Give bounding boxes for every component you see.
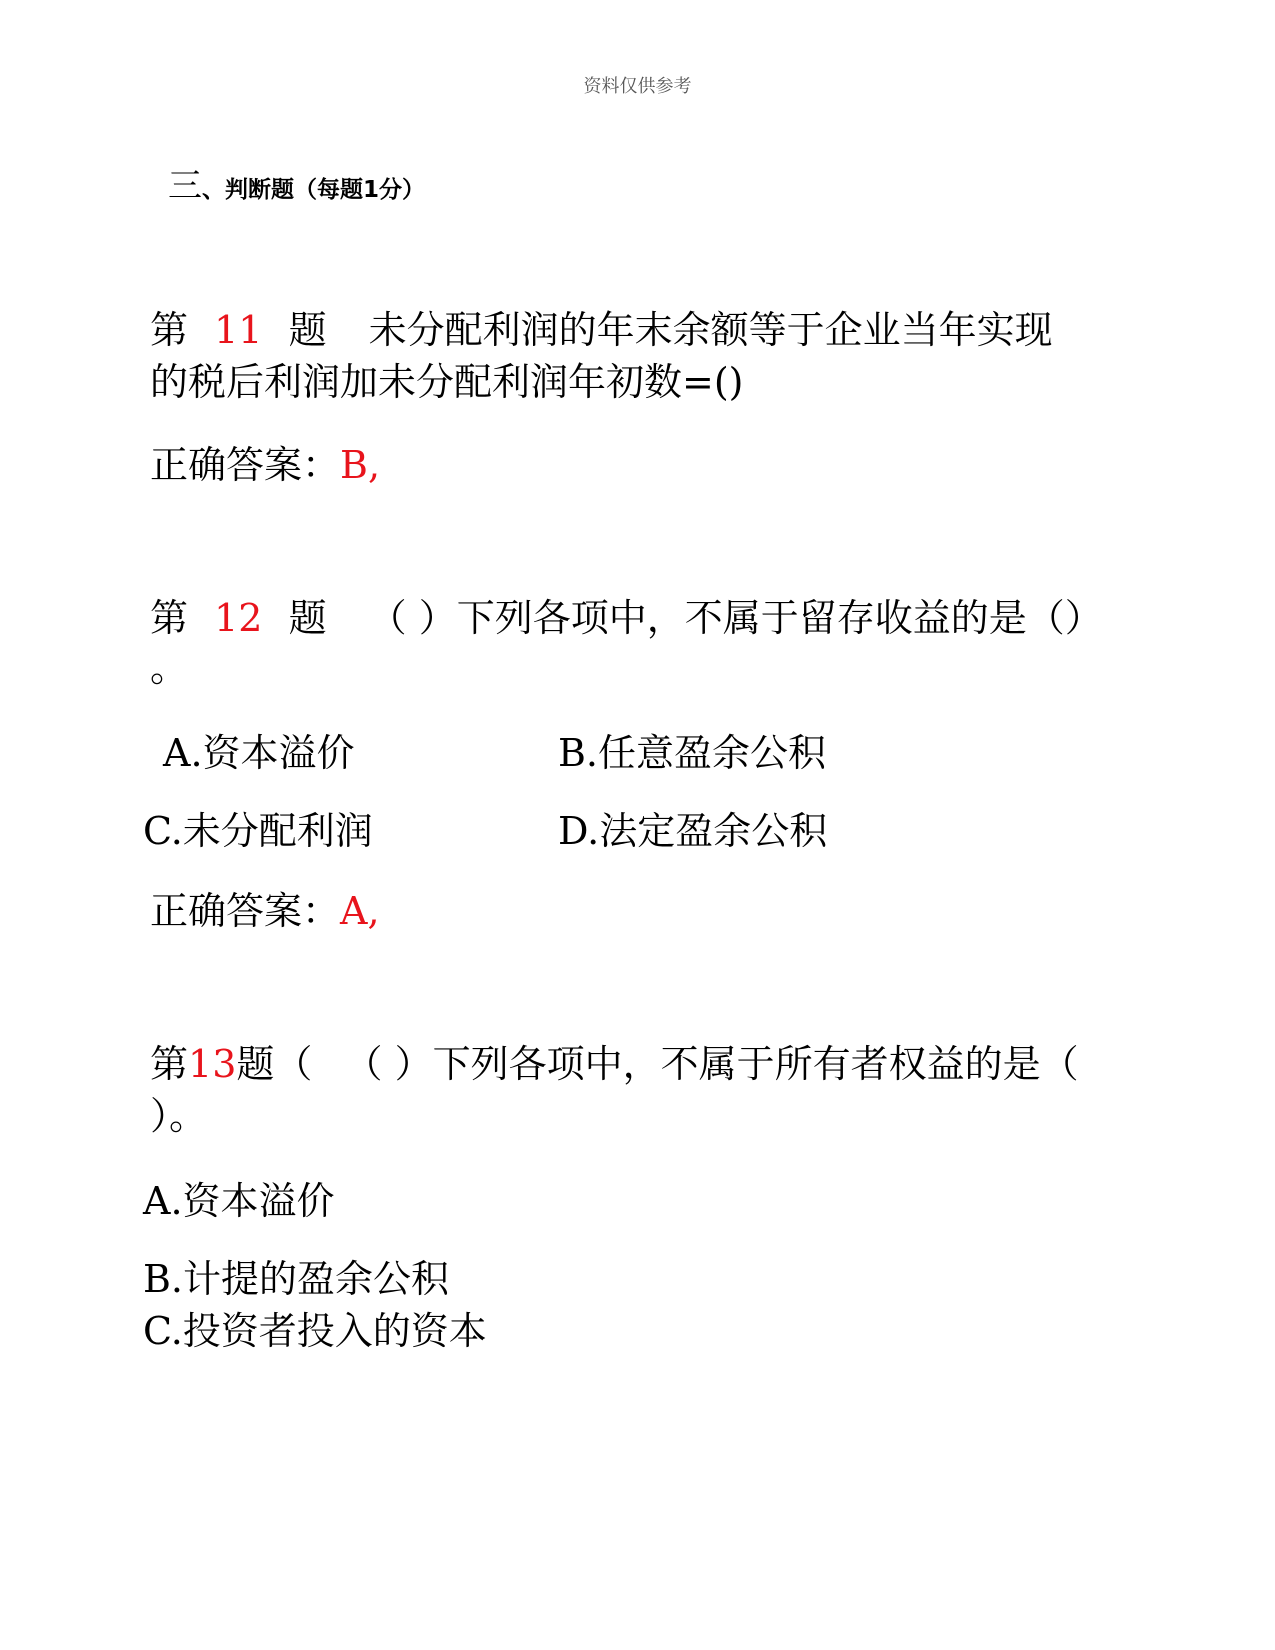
option-b: B.任意盈余公积: [558, 731, 827, 775]
question-text-line-1: （ ）下列各项中，不属于留存收益的是（）: [368, 596, 1103, 640]
option-a: A.资本溢价: [143, 1179, 335, 1223]
question-12-line-2: 。: [150, 646, 189, 690]
option-a: A.资本溢价: [163, 731, 355, 775]
question-13-line-1: [150, 1036, 1079, 1092]
question-suffix: 题: [288, 308, 327, 352]
option-c: C.未分配利润: [143, 809, 373, 853]
question-11-line-1: [150, 302, 1053, 358]
section-number: 三: [168, 166, 202, 206]
question-text-line-1: 未分配利润的年末余额等于企业当年实现: [368, 308, 1053, 352]
question-text-line-1: （ ）下列各项中，不属于所有者权益的是（: [344, 1042, 1079, 1086]
option-b: B.计提的盈余公积: [143, 1257, 450, 1301]
page-header: 资料仅供参考: [583, 76, 692, 97]
question-prefix: 第: [150, 596, 189, 640]
answer-value: A,: [340, 889, 380, 933]
section-title: [168, 158, 425, 207]
question-11-answer: [150, 434, 380, 489]
answer-label: 正确答案：: [150, 889, 341, 933]
option-d: D.法定盈余公积: [558, 809, 828, 853]
option-c: C.投资者投入的资本: [143, 1309, 487, 1353]
section-title-text: 、判断题（每题1分）: [202, 177, 426, 203]
question-number: 13: [188, 1042, 237, 1086]
question-suffix: 题: [288, 596, 327, 640]
question-number: 11: [214, 308, 263, 352]
question-suffix: 题（: [236, 1042, 313, 1086]
answer-label: 正确答案：: [150, 443, 341, 487]
question-number: 12: [214, 596, 263, 640]
question-prefix: 第: [150, 308, 189, 352]
question-12-answer: [150, 880, 380, 935]
question-13-line-2: ）。: [150, 1094, 208, 1138]
question-prefix: 第: [150, 1042, 189, 1086]
question-12-line-1: [150, 590, 1103, 646]
answer-value: B,: [340, 443, 381, 487]
question-11-line-2: 的税后利润加未分配利润年初数=(): [150, 360, 744, 404]
